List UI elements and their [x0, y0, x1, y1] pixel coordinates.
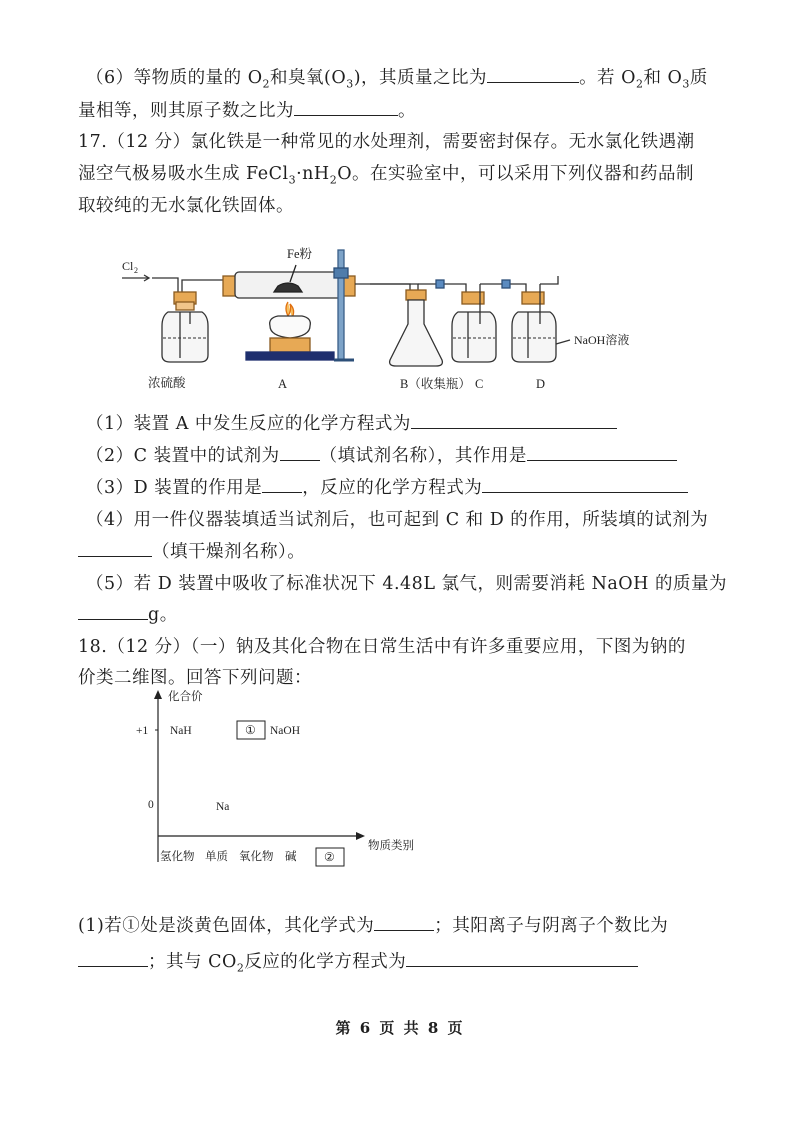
wash-bottle-c — [452, 284, 496, 362]
q6-text: 和 O — [643, 68, 683, 88]
q6-line1: （6）等物质的量的 $O_2$和臭氧$(O_3)$，其质量之比为 。若 $O_2$和 $O_3$质 — [86, 68, 708, 91]
label-a: A — [278, 377, 288, 391]
q18-text: 反应的化学方程式为 — [244, 952, 407, 972]
answer-blank[interactable] — [280, 446, 320, 461]
y-tick-label: 0 — [148, 799, 154, 811]
q17-s4-line1: （4）用一件仪器装填适当试剂后，也可起到 C 和 D 的作用，所装填的试剂为 — [86, 510, 709, 530]
y-axis-arrow-icon — [154, 690, 162, 699]
alcohol-lamp — [246, 302, 334, 360]
iron-stand — [334, 250, 354, 360]
q18-text: ；其阳离子与阴离子个数比为 — [434, 916, 669, 936]
connector-tube — [355, 284, 410, 296]
q17-s5-line2 — [78, 601, 178, 626]
q6-text: 和臭氧(O — [270, 68, 347, 88]
q17-s4-line2 — [78, 538, 305, 563]
wash-bottle-acid — [152, 278, 208, 362]
q6-text: 。 — [398, 101, 416, 121]
y-axis-label: 化合价 — [168, 691, 203, 703]
rubber-joint — [502, 280, 510, 288]
cl2-label: Cl — [122, 259, 134, 273]
q18-intro-2: 价类二维图。回答下列问题： — [78, 668, 312, 688]
q17-s1 — [86, 410, 617, 435]
label-naoh-solution: NaOH溶液 — [574, 333, 630, 347]
answer-blank[interactable] — [78, 952, 148, 967]
answer-blank[interactable] — [262, 478, 302, 493]
q17-s5-line1: （5）若 D 装置中吸收了标准状况下 4.48L 氯气，则需要消耗 NaOH 的质量为 — [86, 574, 727, 594]
answer-blank[interactable] — [487, 68, 579, 83]
q17-intro-3: 取较纯的无水氯化铁固体。 — [78, 196, 294, 216]
page-footer: 第 6 页 共 8 页 — [335, 1019, 465, 1037]
answer-blank[interactable] — [482, 478, 688, 493]
q17-intro-2: 湿空气极易吸水生成 $FeCl_3\cdot nH_2O$。在实验室中，可以采用下列仪器和药品制 — [78, 164, 695, 187]
answer-blank[interactable] — [78, 542, 152, 557]
label-c: C — [475, 377, 484, 391]
valence-class-chart — [122, 686, 442, 872]
y-tick-label: +1 — [136, 725, 149, 737]
q17-s3 — [86, 474, 688, 499]
cl2-sub: 2 — [134, 266, 138, 275]
label-conc-acid: 浓硫酸 — [148, 376, 186, 390]
apparatus-diagram — [118, 240, 678, 400]
q17-text: （3）D 装置的作用是 — [86, 478, 263, 498]
x-box-2-label: ② — [324, 850, 335, 864]
answer-blank[interactable] — [374, 916, 434, 931]
q6-line2 — [78, 97, 416, 122]
rubber-joint — [436, 280, 444, 288]
q17-intro-1: 17.（12 分）氯化铁是一种常见的水处理剂，需要密封保存。无水氯化铁遇潮 — [78, 132, 695, 152]
x-tick-label: 氧化物 — [239, 851, 274, 863]
point-naoh: NaOH — [270, 725, 301, 737]
q6-text: 质 — [689, 68, 708, 88]
q18-intro-1: 18.（12 分）（一）钠及其化合物在日常生活中有许多重要应用，下图为钠的 — [78, 637, 686, 657]
answer-blank[interactable] — [411, 414, 617, 429]
answer-blank[interactable] — [406, 952, 638, 967]
answer-blank[interactable] — [78, 605, 148, 620]
q17-text: ·nH — [296, 164, 330, 184]
point-na: Na — [216, 801, 230, 813]
q18-text: ；其与 CO — [148, 952, 237, 972]
label-fe-powder: Fe粉 — [287, 247, 313, 261]
point-nah: NaH — [170, 725, 192, 737]
q17-text: O。在实验室中，可以采用下列仪器和药品制 — [337, 164, 695, 184]
q6-text: )，其质量之比为 — [353, 68, 488, 88]
answer-blank[interactable] — [294, 101, 398, 116]
x-tick-label: 单质 — [205, 851, 228, 863]
x-axis-label: 物质类别 — [368, 840, 414, 852]
point-box-1-label: ① — [245, 723, 256, 737]
q17-text: ，反应的化学方程式为 — [302, 478, 483, 498]
q6-text: 。若 O — [579, 68, 636, 88]
q17-text: （填试剂名称），其作用是 — [319, 446, 527, 466]
absorption-bottle-d — [512, 276, 570, 362]
q6-text: 量相等，则其原子数之比为 — [78, 101, 294, 121]
q17-text: g。 — [148, 605, 178, 625]
answer-blank[interactable] — [527, 446, 677, 461]
collection-flask-b — [390, 290, 443, 366]
x-axis-arrow-icon — [356, 832, 365, 840]
label-b: B（收集瓶） — [400, 377, 471, 391]
q17-text: （2）C 装置中的试剂为 — [86, 446, 280, 466]
label-d: D — [536, 377, 546, 391]
q18-s1-line1 — [78, 912, 668, 937]
x-tick-label: 氢化物 — [160, 851, 195, 863]
q17-text: （1）装置 A 中发生反应的化学方程式为 — [86, 414, 411, 434]
x-tick-label: 碱 — [285, 851, 297, 863]
q17-s2 — [86, 442, 677, 467]
q18-text: (1)若①处是淡黄色固体，其化学式为 — [78, 916, 375, 936]
q17-text: （填干燥剂名称）。 — [152, 542, 306, 562]
q17-text: 湿空气极易吸水生成 FeCl — [78, 164, 289, 184]
q18-s1-line2: ；其与 $CO_2$反应的化学方程式为 — [78, 948, 638, 975]
q6-text: （6）等物质的量的 O — [86, 68, 263, 88]
